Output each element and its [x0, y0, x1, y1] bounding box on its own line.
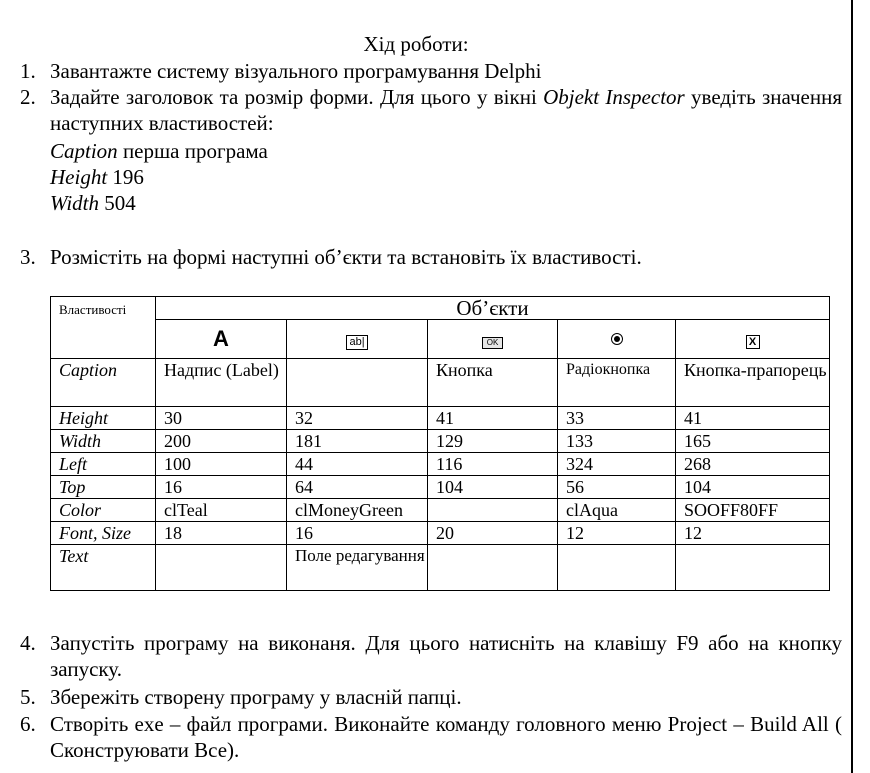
table-row: Font, Size 18 16 20 12 12: [51, 522, 830, 545]
checkbox-icon: X: [746, 335, 760, 349]
step-2: 2. Задайте заголовок та розмір форми. Для цього у вікні Objekt Inspector уведіть значення наступних властивостей:: [20, 85, 842, 135]
form-prop-height: Height 196: [50, 165, 144, 189]
table-row: Text Поле редагування: [51, 545, 830, 591]
step-1: 1. Завантажте систему візуального програмування Delphi: [20, 59, 542, 83]
page-right-border: [851, 0, 853, 773]
table-row: Left 100 44 116 324 268: [51, 453, 830, 476]
properties-column-header: Властивості: [51, 297, 156, 359]
table-header-row: [51, 297, 830, 320]
table-row: Top 16 64 104 56 104: [51, 476, 830, 499]
step-6: 6. Створіть exe – файл програми. Виконайте команду головного меню Project – Build All ( Сконструювати Все).: [20, 712, 842, 762]
radiobutton-icon: [611, 333, 623, 345]
button-icon: OK: [482, 337, 504, 349]
step-4: 4. Запустіть програму на виконаня. Для цього натисніть на клавішу F9 або на кнопку запуску.: [20, 631, 842, 681]
step-5: 5. Збережіть створену програму у власній папці.: [20, 685, 462, 709]
table-row: Height 30 32 41 33 41: [51, 407, 830, 430]
page-title: Хід роботи:: [363, 32, 469, 56]
form-prop-width: Width 504: [50, 191, 136, 215]
table-row: Color clTeal clMoneyGreen clAqua SOOFF80FF: [51, 499, 830, 522]
table-row: Caption Надпис (Label) Кнопка Радіокнопка Кнопка-прапорець: [51, 359, 830, 407]
table-row: Width 200 181 129 133 165: [51, 430, 830, 453]
form-prop-caption: Caption перша програма: [50, 139, 268, 163]
step-3: 3. Розмістіть на формі наступні об’єкти та встановіть їх властивості.: [20, 245, 642, 269]
label-icon: A: [213, 325, 229, 351]
objects-properties-table: [50, 296, 830, 591]
icons-row: [51, 320, 830, 359]
objects-column-header: Об’єкти: [156, 297, 830, 320]
edit-icon: ab|: [346, 335, 367, 350]
